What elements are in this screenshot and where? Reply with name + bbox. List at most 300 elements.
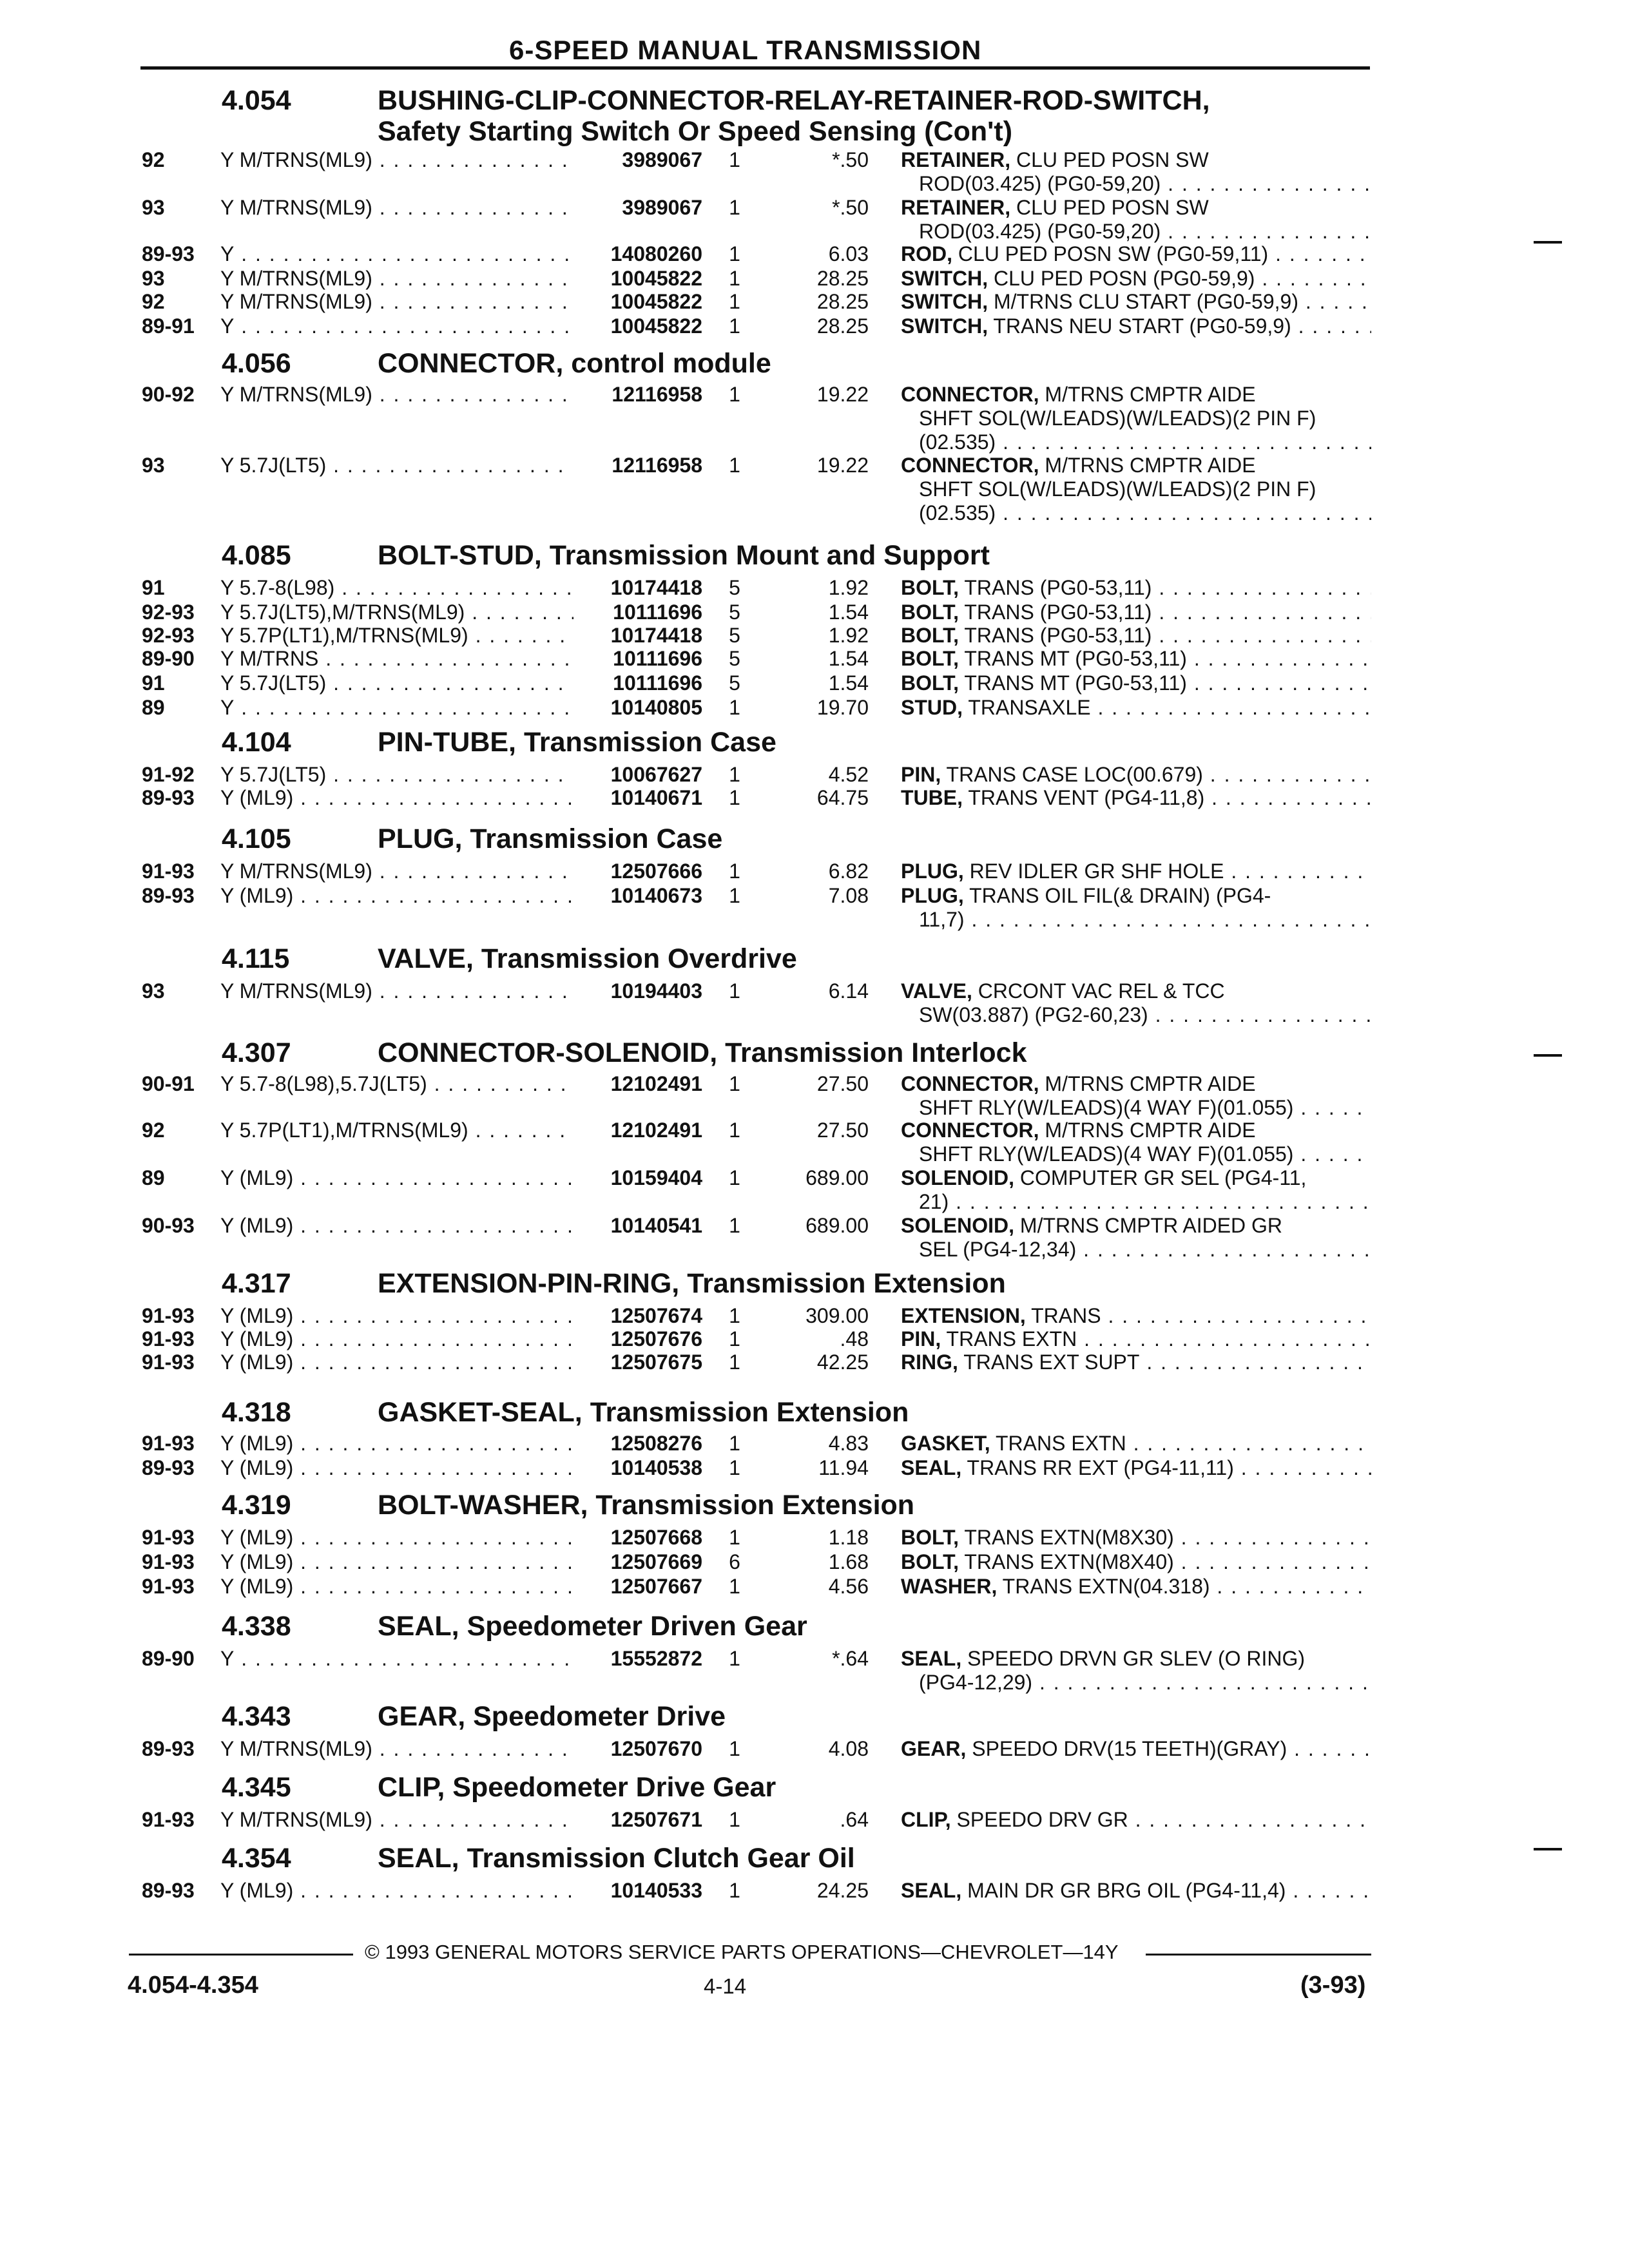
description-noun: PLUG, [901, 860, 964, 883]
application-text: Y M/TRNS [220, 647, 319, 670]
part-number: 10067627 [610, 763, 702, 786]
application [220, 860, 574, 883]
application-text: Y M/TRNS(ML9) [220, 1808, 372, 1831]
description-continuation: 11,7) . . . [901, 908, 1371, 932]
description [901, 696, 1371, 720]
description [901, 884, 1371, 932]
description [901, 1647, 1371, 1695]
description [901, 624, 1371, 648]
section-number: 4.319 [222, 1490, 291, 1521]
quantity: 1 [729, 860, 740, 883]
price: 28.25 [816, 314, 869, 338]
price: 28.25 [816, 290, 869, 313]
part-number: 15552872 [610, 1647, 702, 1670]
application [220, 290, 574, 314]
application-text: Y M/TRNS(ML9) [220, 290, 372, 313]
description-line [901, 1879, 1371, 1903]
model-year: 91-93 [142, 1808, 195, 1831]
description-text: COMPUTER GR SEL (PG4-11, [1014, 1166, 1307, 1189]
description [901, 1166, 1371, 1214]
application-text: Y M/TRNS(ML9) [220, 1737, 372, 1760]
description [901, 314, 1371, 338]
quantity: 1 [729, 148, 740, 171]
description [901, 242, 1371, 266]
quantity: 1 [729, 1575, 740, 1598]
quantity: 1 [729, 267, 740, 290]
price: 19.22 [816, 454, 869, 477]
description-continuation: SHFT RLY(W/LEADS)(4 WAY F)(01.055) . . . [901, 1142, 1371, 1166]
price: 1.54 [828, 671, 869, 695]
part-number: 12507670 [610, 1737, 702, 1760]
price: *.50 [832, 148, 869, 171]
section-heading [222, 943, 797, 975]
description [901, 383, 1371, 454]
application-text: Y (ML9) [220, 1327, 294, 1350]
description-line [901, 786, 1371, 810]
description-text: SPEEDO DRVN GR SLEV (O RING) [961, 1647, 1306, 1670]
application-text: Y 5.7J(LT5) [220, 763, 327, 786]
price: 19.22 [816, 383, 869, 406]
description [901, 1456, 1371, 1480]
application [220, 314, 574, 338]
part-number: 12508276 [610, 1432, 702, 1455]
description-noun: BOLT, [901, 601, 959, 624]
quantity: 1 [729, 1647, 740, 1670]
price: 6.14 [828, 979, 869, 1003]
description-text: TRANS CASE LOC(00.679) [941, 763, 1203, 786]
section-title: PLUG, Transmission Case [378, 823, 723, 854]
description-line [901, 1327, 1371, 1351]
description-noun: BOLT, [901, 647, 959, 670]
description-text: CLU PED POSN SW (PG0-59,11) [952, 242, 1269, 265]
part-number: 12102491 [610, 1072, 702, 1095]
description-line [901, 1304, 1371, 1328]
part-number: 3989067 [622, 148, 702, 171]
description-text: TRANS MT (PG0-53,11) [959, 671, 1187, 695]
section-title: BUSHING-CLIP-CONNECTOR-RELAY-RETAINER-ROD-SWITCH, [378, 85, 1210, 116]
application-text: Y (ML9) [220, 1575, 294, 1598]
model-year: 91-93 [142, 1575, 195, 1598]
part-number: 12116958 [612, 454, 702, 477]
application-text: Y M/TRNS(ML9) [220, 383, 372, 406]
application [220, 383, 574, 407]
quantity: 1 [729, 1808, 740, 1831]
description [901, 454, 1371, 525]
description-continuation: SHFT SOL(W/LEADS)(W/LEADS)(2 PIN F) [919, 407, 1316, 430]
price: 4.08 [828, 1737, 869, 1760]
description [901, 1575, 1371, 1599]
description [901, 601, 1371, 624]
description-continuation: SW(03.887) (PG2-60,23) . . . [901, 1003, 1371, 1027]
quantity: 1 [729, 1072, 740, 1095]
application-text: Y [220, 1647, 235, 1670]
part-number: 12507674 [610, 1304, 702, 1327]
description-line [901, 148, 1371, 172]
application-text: Y (ML9) [220, 1166, 294, 1189]
price: 4.56 [828, 1575, 869, 1598]
section-title: VALVE, Transmission Overdrive [378, 943, 797, 974]
part-number: 12116958 [612, 383, 702, 406]
section-title: CLIP, Speedometer Drive Gear [378, 1772, 776, 1803]
application-text: Y M/TRNS(ML9) [220, 267, 372, 290]
part-number: 10140533 [610, 1879, 702, 1902]
application [220, 1575, 574, 1599]
model-year: 91-93 [142, 1526, 195, 1549]
section-heading [222, 727, 776, 758]
section-number: 4.318 [222, 1397, 291, 1428]
model-year: 89-93 [142, 1456, 195, 1479]
application [220, 242, 574, 266]
footer-date: (3-93) [1300, 1972, 1366, 1999]
footer-section-range: 4.054-4.354 [128, 1972, 258, 1999]
price: 42.25 [816, 1350, 869, 1374]
description-noun: RING, [901, 1350, 958, 1374]
description-line [901, 884, 1371, 908]
section-heading [222, 1843, 855, 1874]
margin-mark [1534, 241, 1562, 244]
model-year: 90-91 [142, 1072, 195, 1095]
section-heading [222, 823, 722, 855]
section-number: 4.054 [222, 85, 291, 116]
description-noun: CONNECTOR, [901, 1119, 1039, 1142]
description-line [901, 242, 1371, 266]
description-noun: CLIP, [901, 1808, 951, 1831]
model-year: 92 [142, 290, 165, 313]
model-year: 89-93 [142, 786, 195, 809]
price: 6.82 [828, 860, 869, 883]
description-line [901, 763, 1371, 787]
description [901, 979, 1371, 1027]
price: 4.52 [828, 763, 869, 786]
application [220, 671, 574, 695]
price: 1.18 [828, 1526, 869, 1549]
price: 28.25 [816, 267, 869, 290]
description-line [901, 1432, 1371, 1456]
application-text: Y 5.7J(LT5),M/TRNS(ML9) [220, 601, 465, 624]
description-line [901, 647, 1371, 671]
quantity: 1 [729, 979, 740, 1003]
quantity: 1 [729, 696, 740, 719]
part-number: 12507676 [610, 1327, 702, 1350]
application [220, 1647, 574, 1671]
description-text: TRANS (PG0-53,11) [959, 576, 1152, 599]
description-noun: CONNECTOR, [901, 454, 1039, 477]
description-line [901, 576, 1371, 600]
description [901, 1526, 1371, 1550]
header-rule [140, 66, 1370, 70]
part-number: 14080260 [610, 242, 702, 265]
section-number: 4.317 [222, 1268, 291, 1299]
description [901, 576, 1371, 600]
description-continuation: SHFT RLY(W/LEADS)(4 WAY F)(01.055) . . . [901, 1096, 1371, 1120]
price: 64.75 [816, 786, 869, 809]
application-text: Y [220, 696, 235, 719]
description-continuation: ROD(03.425) (PG0-59,20) . . . [901, 172, 1371, 196]
price: .48 [840, 1327, 869, 1350]
application [220, 1304, 574, 1328]
description [901, 196, 1371, 244]
section-heading [222, 540, 990, 572]
application [220, 1327, 574, 1351]
application-text: Y (ML9) [220, 1214, 294, 1237]
model-year: 90-93 [142, 1214, 195, 1237]
application [220, 1550, 574, 1574]
description-continuation: ROD(03.425) (PG0-59,20) . . . [901, 220, 1371, 244]
model-year: 89-93 [142, 1737, 195, 1760]
description-text: TRANS EXT SUPT [958, 1350, 1140, 1374]
model-year: 91-93 [142, 1350, 195, 1374]
part-number: 10111696 [613, 601, 702, 624]
application-text: Y 5.7-8(L98),5.7J(LT5) [220, 1072, 427, 1095]
description-text: TRANS OIL FIL(& DRAIN) (PG4- [963, 884, 1271, 907]
part-number: 10174418 [610, 624, 702, 647]
model-year: 89-93 [142, 884, 195, 907]
section-number: 4.354 [222, 1843, 291, 1874]
description-text: SPEEDO DRV(15 TEETH)(GRAY) [966, 1737, 1287, 1760]
quantity: 5 [729, 671, 740, 695]
quantity: 5 [729, 624, 740, 647]
part-number: 12507666 [610, 860, 702, 883]
description-noun: BOLT, [901, 671, 959, 695]
model-year: 91-93 [142, 1432, 195, 1455]
description [901, 1327, 1371, 1351]
application [220, 763, 574, 787]
part-number: 10045822 [610, 267, 702, 290]
description-text: TRANS [1025, 1304, 1101, 1327]
description-noun: TUBE, [901, 786, 963, 809]
application-text: Y (ML9) [220, 1350, 294, 1374]
part-number: 12507675 [610, 1350, 702, 1374]
section-number: 4.307 [222, 1037, 291, 1068]
description-noun: SWITCH, [901, 290, 988, 313]
description-line [901, 1166, 1371, 1190]
description-line [901, 1808, 1371, 1832]
section-heading [222, 1397, 909, 1428]
application [220, 647, 574, 671]
application [220, 267, 574, 291]
description [901, 290, 1371, 314]
price: 1.92 [828, 576, 869, 599]
model-year: 92-93 [142, 601, 195, 624]
price: 1.92 [828, 624, 869, 647]
margin-mark [1534, 1848, 1562, 1850]
application-text: Y (ML9) [220, 1526, 294, 1549]
description [901, 1304, 1371, 1328]
description-line [901, 267, 1371, 291]
application [220, 1879, 574, 1903]
price: 689.00 [805, 1166, 869, 1189]
part-number: 10159404 [610, 1166, 702, 1189]
margin-mark [1534, 1054, 1562, 1057]
part-number: 10140671 [610, 786, 702, 809]
description-line [901, 979, 1371, 1003]
section-number: 4.338 [222, 1611, 291, 1642]
application [220, 979, 574, 1003]
description-text: CLU PED POSN (PG0-59,9) [988, 267, 1255, 290]
quantity: 1 [729, 763, 740, 786]
description-noun: SEAL, [901, 1456, 962, 1479]
description-noun: BOLT, [901, 576, 959, 599]
quantity: 5 [729, 576, 740, 599]
quantity: 1 [729, 1214, 740, 1237]
description [901, 1119, 1371, 1166]
description [901, 647, 1371, 671]
description-noun: SEAL, [901, 1879, 962, 1902]
footer-page-number: 4-14 [704, 1974, 747, 1998]
model-year: 89-90 [142, 647, 195, 670]
quantity: 1 [729, 1526, 740, 1549]
section-heading [222, 1701, 726, 1733]
description-noun: CONNECTOR, [901, 1072, 1039, 1095]
model-year: 92 [142, 1119, 165, 1142]
price: 6.03 [828, 242, 869, 265]
description [901, 1808, 1371, 1832]
section-title: GASKET-SEAL, Transmission Extension [378, 1397, 909, 1428]
description-text: SPEEDO DRV GR [950, 1808, 1128, 1831]
description-line [901, 196, 1371, 220]
description-text: CLU PED POSN SW [1010, 196, 1209, 219]
description-text: TRANS VENT (PG4-11,8) [963, 786, 1205, 809]
description-continuation: (02.535) . . . [901, 501, 1371, 525]
quantity: 1 [729, 383, 740, 406]
description-noun: GASKET, [901, 1432, 990, 1455]
part-number: 10111696 [613, 647, 702, 670]
description [901, 860, 1371, 883]
quantity: 1 [729, 884, 740, 907]
description-line [901, 1214, 1371, 1238]
application [220, 786, 574, 810]
quantity: 1 [729, 1879, 740, 1902]
section-number: 4.104 [222, 727, 291, 758]
description-line [901, 671, 1371, 695]
description-text: M/TRNS CMPTR AIDE [1039, 1119, 1256, 1142]
part-number: 12507667 [610, 1575, 702, 1598]
section-heading [222, 1772, 776, 1803]
description-line [901, 314, 1371, 338]
description-text: TRANS EXTN [941, 1327, 1077, 1350]
part-number: 12507668 [610, 1526, 702, 1549]
price: 27.50 [816, 1119, 869, 1142]
quantity: 1 [729, 1432, 740, 1455]
application-text: Y 5.7J(LT5) [220, 454, 327, 477]
price: 1.54 [828, 647, 869, 670]
application-text: Y (ML9) [220, 1879, 294, 1902]
description-noun: SEAL, [901, 1647, 962, 1670]
description-text: M/TRNS CMPTR AIDED GR [1014, 1214, 1283, 1237]
description-text: TRANS EXTN [990, 1432, 1126, 1455]
application [220, 1526, 574, 1550]
application [220, 196, 574, 220]
application [220, 454, 574, 477]
model-year: 91 [142, 576, 165, 599]
quantity: 5 [729, 601, 740, 624]
application [220, 1350, 574, 1374]
description-noun: BOLT, [901, 1526, 959, 1549]
description-noun: SOLENOID, [901, 1166, 1015, 1189]
description [901, 1072, 1371, 1120]
description-line [901, 1647, 1371, 1671]
part-number: 10111696 [613, 671, 702, 695]
model-year: 90-92 [142, 383, 195, 406]
quantity: 6 [729, 1550, 740, 1573]
section-title: SEAL, Transmission Clutch Gear Oil [378, 1843, 855, 1874]
part-number: 12102491 [610, 1119, 702, 1142]
description-text: M/TRNS CMPTR AIDE [1039, 454, 1256, 477]
description-noun: WASHER, [901, 1575, 998, 1598]
description [901, 1350, 1371, 1374]
part-number: 10140805 [610, 696, 702, 719]
description-line [901, 601, 1371, 624]
model-year: 91-93 [142, 1304, 195, 1327]
description-continuation: (PG4-12,29) . . . [901, 1671, 1371, 1695]
description-text: TRANS NEU START (PG0-59,9) [988, 314, 1291, 338]
application-text: Y [220, 242, 235, 265]
section-title: EXTENSION-PIN-RING, Transmission Extension [378, 1268, 1006, 1299]
part-number: 10045822 [610, 290, 702, 313]
section-title: PIN-TUBE, Transmission Case [378, 727, 776, 758]
description-text: M/TRNS CMPTR AIDE [1039, 1072, 1256, 1095]
application-text: Y M/TRNS(ML9) [220, 860, 372, 883]
application [220, 1432, 574, 1456]
description [901, 1214, 1371, 1262]
description-line [901, 860, 1371, 883]
part-number: 10140541 [610, 1214, 702, 1237]
model-year: 91-93 [142, 1327, 195, 1350]
description [901, 763, 1371, 787]
description-line [901, 1575, 1371, 1599]
description-noun: STUD, [901, 696, 963, 719]
model-year: 89 [142, 696, 165, 719]
description [901, 1737, 1371, 1761]
model-year: 89-93 [142, 1879, 195, 1902]
price: 11.94 [818, 1456, 869, 1479]
description-text: CRCONT VAC REL & TCC [972, 979, 1225, 1003]
application [220, 1166, 574, 1190]
quantity: 1 [729, 454, 740, 477]
price: 4.83 [828, 1432, 869, 1455]
quantity: 1 [729, 1350, 740, 1374]
section-title: BOLT-WASHER, Transmission Extension [378, 1490, 915, 1521]
quantity: 1 [729, 196, 740, 219]
application [220, 148, 574, 172]
application-text: Y 5.7P(LT1),M/TRNS(ML9) [220, 624, 468, 647]
application-text: Y (ML9) [220, 786, 294, 809]
description-line [901, 290, 1371, 314]
description-text: MAIN DR GR BRG OIL (PG4-11,4) [961, 1879, 1286, 1902]
section-heading [222, 1268, 1006, 1300]
quantity: 5 [729, 647, 740, 670]
description-line [901, 1550, 1371, 1574]
application [220, 1119, 574, 1142]
quantity: 1 [729, 1327, 740, 1350]
description [901, 1879, 1371, 1903]
model-year: 93 [142, 196, 165, 219]
price: 689.00 [805, 1214, 869, 1237]
part-number: 10045822 [610, 314, 702, 338]
application [220, 601, 574, 624]
quantity: 1 [729, 1304, 740, 1327]
application-text: Y (ML9) [220, 1304, 294, 1327]
part-number: 3989067 [622, 196, 702, 219]
quantity: 1 [729, 1119, 740, 1142]
application-text: Y M/TRNS(ML9) [220, 196, 372, 219]
description-noun: VALVE, [901, 979, 972, 1003]
model-year: 93 [142, 454, 165, 477]
description-text: TRANS EXTN(M8X40) [959, 1550, 1174, 1573]
model-year: 89-90 [142, 1647, 195, 1670]
application [220, 696, 574, 720]
application-text: Y 5.7-8(L98) [220, 576, 335, 599]
